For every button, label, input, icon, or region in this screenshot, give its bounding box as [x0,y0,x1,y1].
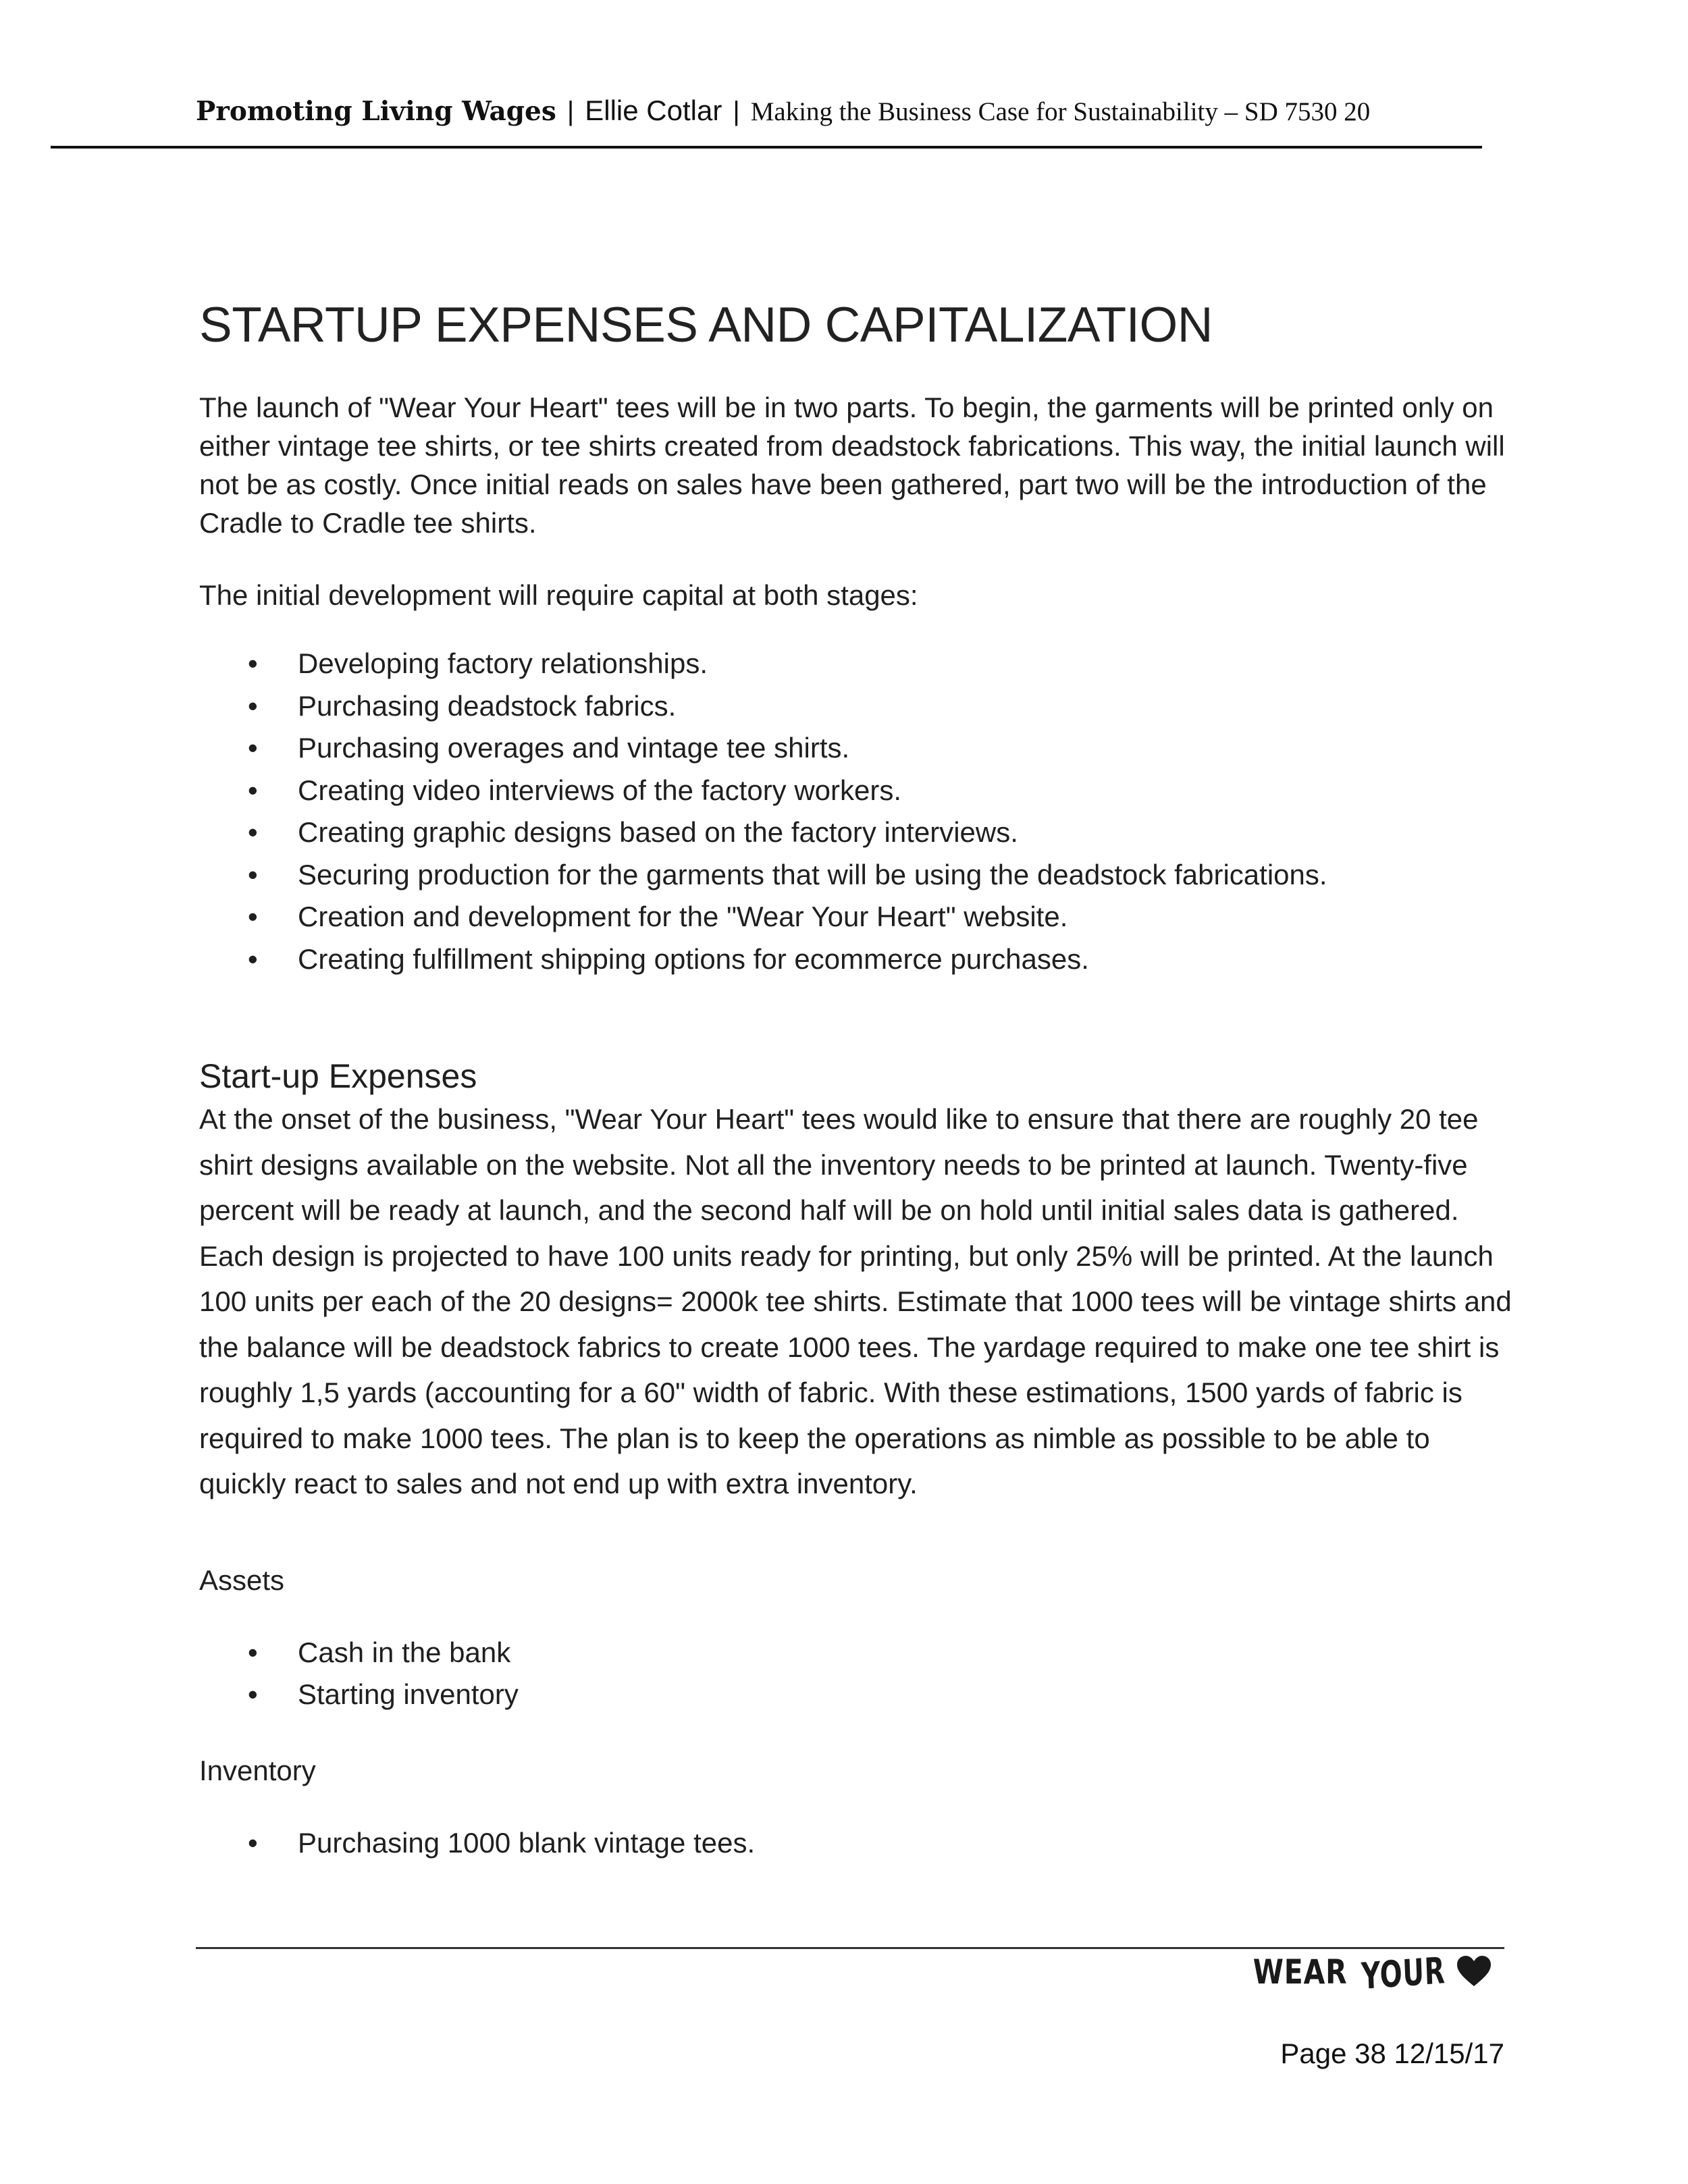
bullet-icon: • [248,901,258,932]
bullet-icon: • [248,774,258,806]
stages-list [199,643,1516,980]
list-item: • Creating graphic designs based on the factory interviews. [199,811,1516,854]
inventory-label: Inventory [199,1754,316,1786]
footer-divider [196,1947,1504,1949]
bullet-icon: • [248,816,258,848]
heart-icon [1456,1955,1492,1988]
header-author: Ellie Cotlar [585,95,722,126]
list-item: • Securing production for the garments that will be using the deadstock fabrications. [199,854,1516,897]
bullet-icon: • [248,1678,258,1710]
bullet-icon: • [248,1826,258,1859]
list-item: • Cash in the bank [199,1632,1516,1674]
running-header [196,95,1370,127]
page-heading: STARTUP EXPENSES AND CAPITALIZATION [199,298,1213,352]
header-separator: | [566,97,575,126]
logo-word-wear: WEAR [1252,1952,1348,1992]
stages-intro: The initial development will require capital at both stages: [199,579,918,611]
bullet-icon: • [248,647,258,679]
bullet-icon: • [248,732,258,764]
list-item: • Creation and development for the "Wear Your Heart" website. [199,896,1516,938]
intro-paragraph: The launch of "Wear Your Heart" tees will be in two parts. To begin, the garments will be printed only on either vintage tee shirts, or tee shirts created from deadstock fabrications. This way, the initial launch will not be as costly. Once initial reads on sales have been gathered, part two will be the introduction of the Cradle to Cradle tee shirts. [199,392,1505,539]
header-title: Promoting Living Wages [196,96,556,127]
bullet-icon: • [248,1636,258,1668]
page-content [199,297,1516,1864]
list-item: • Purchasing 1000 blank vintage tees. [199,1822,1516,1865]
wear-your-heart-logo [1232,1949,1492,1998]
bullet-icon: • [248,689,258,722]
page-number: Page 38 12/15/17 [1280,2037,1504,2069]
assets-label: Assets [199,1564,285,1596]
list-item: • Purchasing deadstock fabrics. [199,685,1516,728]
list-item: • Creating fulfillment shipping options for ecommerce purchases. [199,938,1516,981]
inventory-list [199,1822,1516,1865]
startup-expenses-body: At the onset of the business, "Wear Your Heart" tees would like to ensure that there are roughly 20 tee shirt designs available on the website. Not all the inventory needs to be printed at launch. Twenty-five percent will be ready at launch, and the second half will be on hold until initial sales data is gathered. Each design is projected to have 100 units ready for printing, but only 25% will be printed. At the launch 100 units per each of the 20 designs= 2000k tee shirts. Estimate that 1000 tees will be vintage shirts and the balance will be deadstock fabrics to create 1000 tees. The yardage required to make one tee shirt is roughly 1,5 yards (accounting for a 60" width of fabric. With these estimations, 1500 yards of fabric is required to make 1000 tees. The plan is to keep the operations as nimble as possible to be able to quickly react to sales and not end up with extra inventory. [199,1103,1512,1499]
list-item: • Starting inventory [199,1674,1516,1716]
bullet-icon: • [248,942,258,975]
header-divider [51,146,1482,149]
header-separator: | [733,97,740,126]
startup-expenses-heading: Start-up Expenses [199,1057,477,1095]
list-item: • Developing factory relationships. [199,643,1516,685]
assets-list [199,1632,1516,1716]
list-item: • Purchasing overages and vintage tee shirts. [199,727,1516,770]
logo-word-your: YOUR [1361,1949,1446,1998]
bullet-icon: • [248,858,258,890]
header-course: Making the Business Case for Sustainability – SD 7530 20 [750,97,1371,126]
list-item: • Creating video interviews of the factory workers. [199,770,1516,812]
